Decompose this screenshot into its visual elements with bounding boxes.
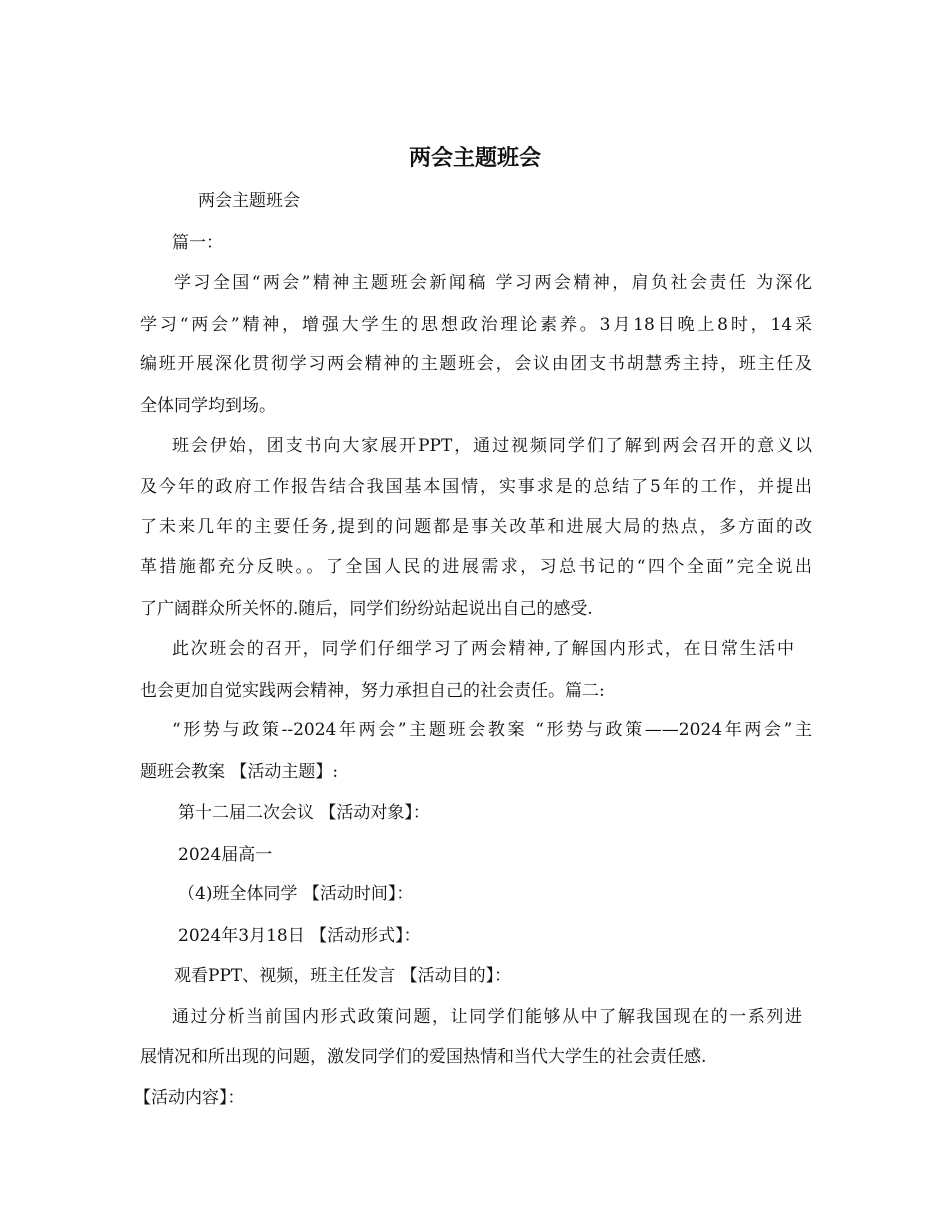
paragraph-line: 革措施都充分反映。。了全国人民的进展需求，习总书记的“四个全面”完全说出: [140, 557, 812, 577]
activity-line: 观看PPT、视频，班主任发言 【活动目的】：: [174, 966, 512, 986]
paragraph-line: 学习“两会”精神，增强大学生的思想政治理论素养。3月18日晚上8时，14采: [140, 315, 812, 335]
paragraph-line: 及今年的政府工作报告结合我国基本国情，实事求是的总结了5年的工作，并提出: [140, 477, 812, 497]
paragraph-line: 编班开展深化贯彻学习两会精神的主题班会，会议由团支书胡慧秀主持，班主任及: [140, 354, 812, 374]
paragraph-line: 了广阔群众所关怀的.随后，同学们纷纷站起说出自己的感受.: [140, 599, 593, 619]
paragraph-line: 题班会教案 【活动主题】:: [140, 762, 339, 782]
activity-line: 第十二届二次会议 【活动对象】：: [178, 803, 430, 823]
paragraph-line: 了未来几年的主要任务,提到的问题都是事关改革和进展大局的热点，多方面的改: [140, 517, 812, 537]
activity-line: 2024届高一: [178, 845, 273, 865]
paragraph-line: 也会更加自觉实践两会精神，努力承担自己的社会责任。篇二:: [140, 681, 605, 701]
paragraph-line: 展情况和所出现的问题，激发同学们的爱国热情和当代大学生的社会责任感.: [140, 1047, 707, 1067]
paragraph-line: 全体同学均到场。: [140, 396, 276, 416]
section-heading-1: 篇一：: [172, 233, 223, 253]
activity-line: （4)班全体同学 【活动时间】：: [178, 884, 414, 904]
activity-content-heading: 【活动内容】：: [134, 1088, 245, 1108]
subtitle-line: 两会主题班会: [198, 191, 300, 211]
paragraph-line: 此次班会的召开，同学们仔细学习了两会精神,了解国内形式，在日常生活中: [172, 639, 794, 659]
document-title: 两会主题班会: [408, 145, 541, 171]
paragraph-line: 通过分析当前国内形式政策问题，让同学们能够从中了解我国现在的一系列进: [172, 1007, 802, 1027]
paragraph-line: “形势与政策--2024年两会”主题班会教案 “形势与政策——2024年两会”主: [172, 720, 812, 740]
paragraph-line: 学习全国“两会”精神主题班会新闻稿 学习两会精神，肩负社会责任 为深化: [174, 273, 812, 293]
activity-line: 2024年3月18日 【活动形式】：: [178, 926, 421, 946]
paragraph-line: 班会伊始，团支书向大家展开PPT，通过视频同学们了解到两会召开的意义以: [172, 436, 812, 456]
